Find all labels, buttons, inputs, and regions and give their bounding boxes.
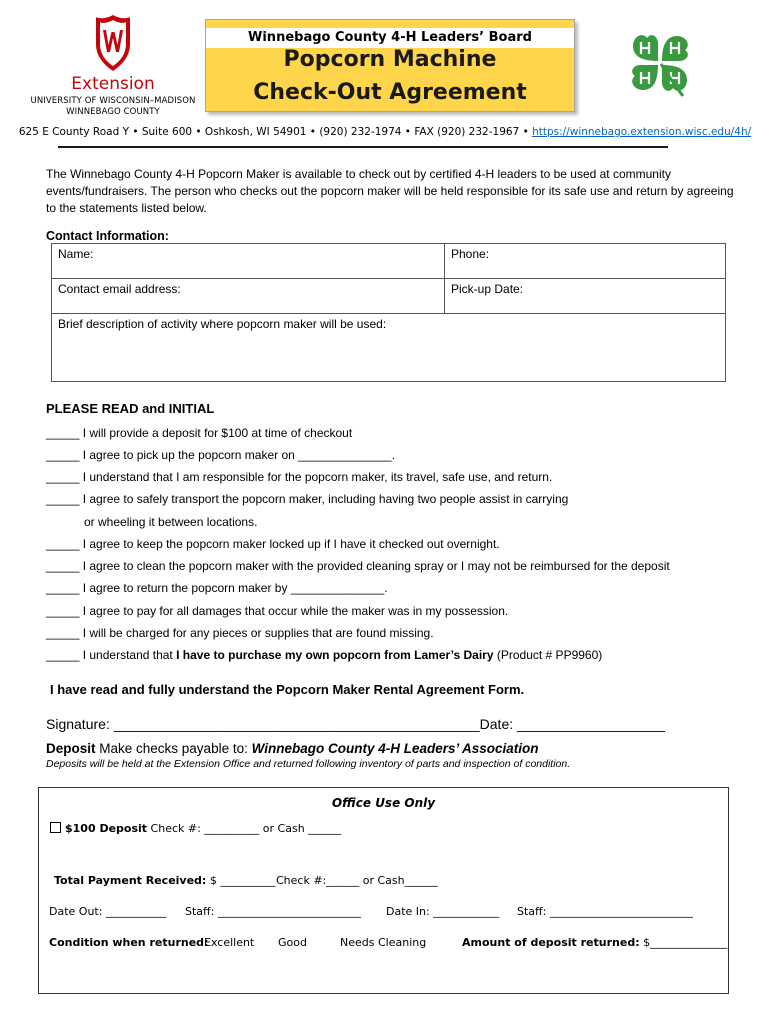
date-in-field: Date In: ____________ <box>386 905 500 918</box>
amount-returned-value: $______________ <box>639 936 728 949</box>
staff-out-field: Staff: __________________________ <box>185 905 361 918</box>
uw-extension-logo <box>28 12 198 120</box>
total-payment-label: Total Payment Received: <box>54 874 207 887</box>
check-cash-field: Check #:______ or Cash______ <box>276 874 438 887</box>
activity-description-field[interactable]: Brief description of activity where popcorn maker will be used: <box>52 314 726 382</box>
initial-item-popcorn <box>46 648 602 662</box>
amount-returned-row <box>462 936 727 949</box>
condition-good: Good <box>278 936 307 949</box>
condition-needs-cleaning: Needs Cleaning <box>340 936 427 949</box>
initial-item: _____ I agree to keep the popcorn maker locked up if I have it checked out overnight. <box>46 537 500 551</box>
title-box <box>205 19 575 112</box>
phone-field[interactable]: Phone: <box>445 244 726 279</box>
date-out-field: Date Out: ___________ <box>49 905 167 918</box>
board-name: Winnebago County 4-H Leaders’ Board <box>206 28 574 48</box>
contact-heading: Contact Information: <box>46 229 169 243</box>
pickup-date-field[interactable]: Pick-up Date: <box>445 279 726 314</box>
total-payment-row <box>54 874 275 887</box>
read-initial-heading: PLEASE READ and INITIAL <box>46 401 215 416</box>
item-prefix: _____ I understand that <box>46 648 177 662</box>
uw-crest-icon <box>94 14 132 72</box>
office-heading: Office Use Only <box>331 796 436 810</box>
initial-item: _____ I agree to clean the popcorn maker with the provided cleaning spray or I may not be reimbursed for the deposit <box>46 559 670 573</box>
acknowledgement: I have read and fully understand the Popcorn Maker Rental Agreement Form. <box>50 682 525 697</box>
initial-item: _____ I will provide a deposit for $100 at time of checkout <box>46 426 353 440</box>
office-deposit-row <box>50 822 341 835</box>
staff-in-field: Staff: __________________________ <box>517 905 693 918</box>
contact-table <box>51 243 726 382</box>
deposit-payee: Winnebago County 4-H Leaders’ Association <box>251 741 539 756</box>
condition-excellent: Excellent <box>204 936 255 949</box>
initial-item-continuation: or wheeling it between locations. <box>84 515 258 529</box>
deposit-text: Make checks payable to: <box>95 741 252 756</box>
total-payment-value: $ __________ <box>206 874 276 887</box>
deposit-checkbox[interactable] <box>50 822 61 833</box>
address-line <box>0 126 770 138</box>
university-name: UNIVERSITY OF WISCONSIN–MADISON <box>30 96 196 106</box>
deposit-label: Deposit <box>46 741 96 756</box>
address-text: 625 E County Road Y • Suite 600 • Oshkosh, WI 54901 • (920) 232-1974 • FAX (920) 232-1967 • <box>18 126 533 138</box>
page-title-line2: Check-Out Agreement <box>253 80 527 105</box>
condition-label: Condition when returned: <box>49 936 209 949</box>
office-use-box <box>38 787 729 994</box>
initial-item: _____ I agree to pay for all damages that occur while the maker was in my possession. <box>46 604 509 618</box>
item-suffix: (Product # PP9960) <box>493 648 603 662</box>
initial-item: _____ I agree to safely transport the popcorn maker, including having two people assist in carrying <box>46 492 569 506</box>
deposit-note: Deposits will be held at the Extension Office and returned following inventory of parts and inspection of condition. <box>46 758 571 770</box>
signature-line[interactable]: Signature: _______________________________________________Date: ___________________ <box>46 716 665 732</box>
name-field[interactable]: Name: <box>52 244 445 279</box>
deposit-line <box>46 741 539 756</box>
initial-item: _____ I agree to pick up the popcorn maker on ______________. <box>46 448 395 462</box>
initial-item: _____ I will be charged for any pieces or supplies that are found missing. <box>46 626 434 640</box>
county-name: WINNEBAGO COUNTY <box>66 107 160 117</box>
item-bold: I have to purchase my own popcorn from Lamer’s Dairy <box>176 648 494 662</box>
website-link[interactable]: https://winnebago.extension.wisc.edu/4h/ <box>532 126 752 138</box>
amount-returned-label: Amount of deposit returned: <box>462 936 640 949</box>
initial-item: _____ I understand that I am responsible for the popcorn maker, its travel, safe use, and return. <box>46 470 553 484</box>
4h-clover-icon <box>625 28 695 100</box>
email-field[interactable]: Contact email address: <box>52 279 445 314</box>
initial-item: _____ I agree to return the popcorn maker by ______________. <box>46 581 388 595</box>
header-divider <box>58 146 668 148</box>
intro-paragraph: The Winnebago County 4-H Popcorn Maker is available to check out by certified 4-H leaders to be used at community events/fundraisers. The person who checks out the popcorn maker will be held responsible for its safe use and return by agreeing to the statements listed below. <box>46 167 734 215</box>
office-deposit-rest: Check #: __________ or Cash ______ <box>147 822 342 835</box>
page-title-line1: Popcorn Machine <box>283 47 497 72</box>
office-deposit-label: $100 Deposit <box>65 822 148 835</box>
extension-wordmark: Extension <box>71 74 155 94</box>
